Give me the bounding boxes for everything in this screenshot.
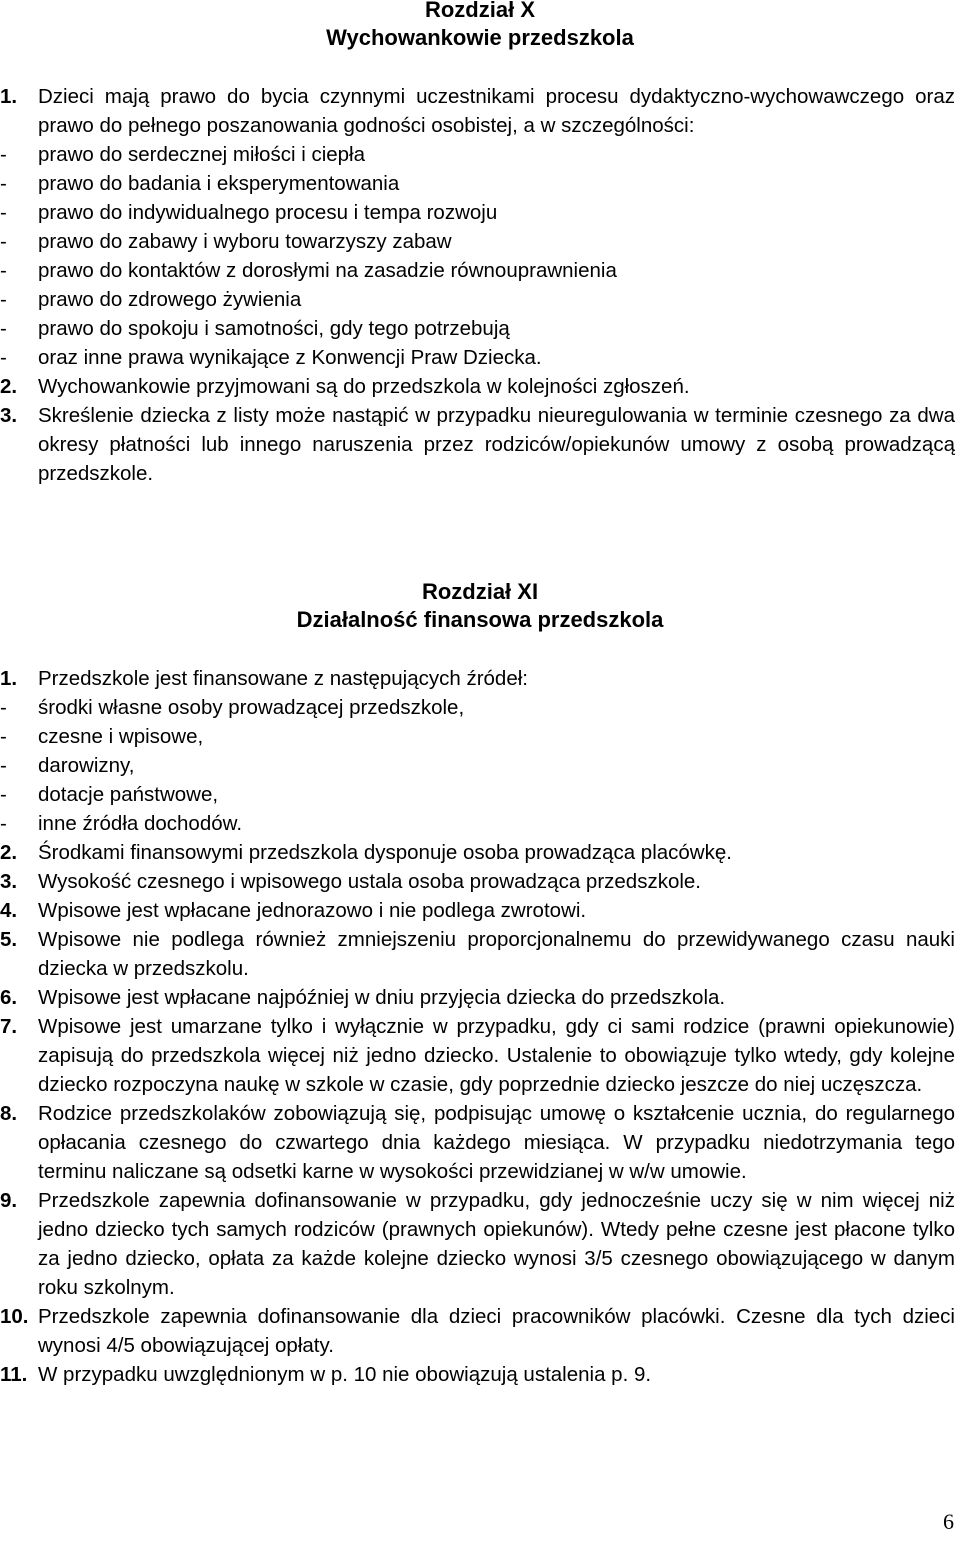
list-item: - prawo do serdecznej miłości i ciepła [0, 143, 366, 166]
item-text: Przedszkole zapewnia dofinansowanie dla dzieci pracowników placówki. Czesne dla tych dzieci wynosi 4/5 obowiązującej opłaty. [38, 1305, 955, 1357]
chapter-11-content [0, 664, 960, 1389]
chapter-10-subtitle: Wychowankowie przedszkola [326, 25, 634, 50]
chapter-10-item [0, 82, 960, 140]
item-number: 9. [0, 1189, 18, 1212]
list-item: - środki własne osoby prowadzącej przedszkole, [0, 696, 465, 719]
list-item: - prawo do badania i eksperymentowania [0, 172, 400, 195]
chapter-11-item [0, 983, 960, 1012]
chapter-10-item [0, 372, 960, 401]
list-item: - prawo do spokoju i samotności, gdy tego potrzebują [0, 317, 510, 340]
chapter-11-item [0, 1012, 960, 1099]
item-number: 2. [0, 841, 18, 864]
item-text: Wpisowe nie podlega również zmniejszeniu proporcjonalnemu do przewidywanego czasu nauki dziecka w przedszkolu. [38, 928, 955, 980]
chapter-11-item [0, 925, 960, 983]
item-number: 3. [0, 404, 18, 427]
item-text: Przedszkole zapewnia dofinansowanie w przypadku, gdy jednocześnie uczy się w nim więcej niż jedno dziecko tych samych rodziców (prawnych opiekunów). Wtedy pełne czesne jest płacone tylko za jedno dziecko, opłata za każde kolejne dziecko wynosi 3/5 czesnego obowiązującego w danym roku szkolnym. [38, 1189, 955, 1299]
list-item: - oraz inne prawa wynikające z Konwencji Praw Dziecka. [0, 346, 542, 369]
page-number: 6 [943, 1509, 954, 1534]
item-text: Wychowankowie przyjmowani są do przedszkola w kolejności zgłoszeń. [38, 375, 690, 398]
item-number: 2. [0, 375, 18, 398]
item-number: 8. [0, 1102, 18, 1125]
chapter-10-title: Rozdział X [424, 0, 535, 22]
item-text: Wysokość czesnego i wpisowego ustala osoba prowadząca przedszkole. [38, 870, 701, 893]
chapter-11-heading [0, 578, 960, 634]
item-number: 10. [0, 1305, 29, 1328]
list-item: - czesne i wpisowe, [0, 725, 204, 748]
item-number: 7. [0, 1015, 18, 1038]
chapter-11-title: Rozdział XI [421, 579, 539, 604]
chapter-10-heading [0, 0, 960, 52]
item-text: Wpisowe jest wpłacane jednorazowo i nie podlega zwrotowi. [38, 899, 587, 922]
chapter-10-item [0, 401, 960, 488]
item-number: 3. [0, 870, 18, 893]
item-number: 4. [0, 899, 18, 922]
list-item: - prawo do zdrowego żywienia [0, 288, 302, 311]
chapter-11-item [0, 838, 960, 867]
item-number: 5. [0, 928, 18, 951]
chapter-11-item [0, 867, 960, 896]
funding-sources-list [0, 693, 960, 838]
item-number: 6. [0, 986, 18, 1009]
item-number: 1. [0, 667, 18, 690]
list-item: - darowizny, [0, 754, 135, 777]
chapter-10-content [0, 82, 960, 488]
list-item: - prawo do zabawy i wyboru towarzyszy zabaw [0, 230, 452, 253]
item-text: W przypadku uwzględnionym w p. 10 nie obowiązują ustalenia p. 9. [38, 1363, 652, 1386]
item-number: 1. [0, 85, 18, 108]
list-item: - prawo do indywidualnego procesu i tempa rozwoju [0, 201, 498, 224]
list-item: - inne źródła dochodów. [0, 812, 243, 835]
rights-list [0, 140, 960, 372]
item-number: 11. [0, 1363, 28, 1386]
item-text: Dzieci mają prawo do bycia czynnymi uczestnikami procesu dydaktyczno-wychowawczego oraz prawo do pełnego poszanowania godności osobistej, a w szczególności: [38, 85, 955, 137]
list-item: - dotacje państwowe, [0, 783, 219, 806]
chapter-11-item [0, 896, 960, 925]
chapter-11-item [0, 1302, 960, 1360]
item-text: Wpisowe jest wpłacane najpóźniej w dniu przyjęcia dziecka do przedszkola. [38, 986, 726, 1009]
item-text: Skreślenie dziecka z listy może nastąpić w przypadku nieuregulowania w terminie czesnego za dwa okresy płatności lub innego naruszenia przez rodziców/opiekunów umowy z osobą prowadzącą przedszkole. [38, 404, 955, 485]
chapter-11-item [0, 1186, 960, 1302]
chapter-11-item [0, 664, 960, 693]
list-item: - prawo do kontaktów z dorosłymi na zasadzie równouprawnienia [0, 259, 617, 282]
item-text: Przedszkole jest finansowane z następujących źródeł: [38, 667, 528, 690]
chapter-11-item [0, 1099, 960, 1186]
chapter-11-subtitle: Działalność finansowa przedszkola [296, 607, 664, 632]
item-text: Wpisowe jest umarzane tylko i wyłącznie w przypadku, gdy ci sami rodzice (prawni opiekunowie) zapisują do przedszkola więcej niż jedno dziecko. Ustalenie to obowiązuje tylko wtedy, gdy kolejne dziecko rozpoczyna naukę w szkole w czasie, gdy poprzednie dziecko jeszcze do niej uczęszcza. [38, 1015, 955, 1096]
item-text: Środkami finansowymi przedszkola dysponuje osoba prowadząca placówkę. [38, 841, 732, 864]
chapter-11-item [0, 1360, 960, 1389]
item-text: Rodzice przedszkolaków zobowiązują się, podpisując umowę o kształcenie ucznia, do regularnego opłacania czesnego do czwartego dnia każdego miesiąca. W przypadku niedotrzymania tego terminu naliczane są odsetki karne w wysokości przewidzianej w w/w umowie. [38, 1102, 955, 1183]
